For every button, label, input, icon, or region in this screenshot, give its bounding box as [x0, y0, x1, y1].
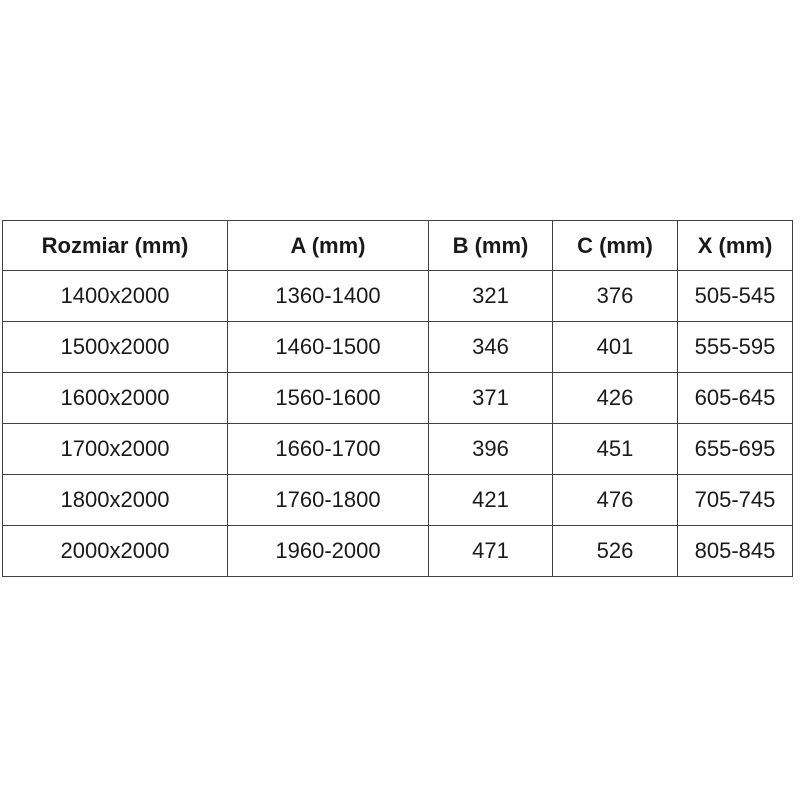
- table-row: [3, 475, 793, 526]
- table-cell: 346: [429, 322, 553, 373]
- table-cell: 476: [553, 475, 678, 526]
- table-cell: 655-695: [678, 424, 793, 475]
- table-cell: 1700x2000: [3, 424, 228, 475]
- table-row: [3, 271, 793, 322]
- table-cell: 451: [553, 424, 678, 475]
- table-cell: 1460-1500: [228, 322, 429, 373]
- table-cell: 1800x2000: [3, 475, 228, 526]
- table-cell: 376: [553, 271, 678, 322]
- table-cell: 1560-1600: [228, 373, 429, 424]
- size-spec-table: [2, 220, 793, 577]
- table-cell: 1600x2000: [3, 373, 228, 424]
- table-body: [3, 271, 793, 577]
- column-header: Rozmiar (mm): [3, 221, 228, 271]
- table-cell: 605-645: [678, 373, 793, 424]
- header-row: [3, 221, 793, 271]
- table-cell: 371: [429, 373, 553, 424]
- table-cell: 426: [553, 373, 678, 424]
- table-cell: 705-745: [678, 475, 793, 526]
- table-cell: 1760-1800: [228, 475, 429, 526]
- table-cell: 471: [429, 526, 553, 577]
- table-cell: 805-845: [678, 526, 793, 577]
- table-cell: 1960-2000: [228, 526, 429, 577]
- table-cell: 396: [429, 424, 553, 475]
- table-cell: 321: [429, 271, 553, 322]
- table-cell: 1400x2000: [3, 271, 228, 322]
- table-cell: 555-595: [678, 322, 793, 373]
- table-row: [3, 424, 793, 475]
- column-header: B (mm): [429, 221, 553, 271]
- table-cell: 1660-1700: [228, 424, 429, 475]
- table-cell: 1500x2000: [3, 322, 228, 373]
- table-row: [3, 526, 793, 577]
- column-header: X (mm): [678, 221, 793, 271]
- column-header: C (mm): [553, 221, 678, 271]
- table-cell: 421: [429, 475, 553, 526]
- table-row: [3, 373, 793, 424]
- table-cell: 1360-1400: [228, 271, 429, 322]
- table-row: [3, 322, 793, 373]
- table-cell: 526: [553, 526, 678, 577]
- column-header: A (mm): [228, 221, 429, 271]
- table-cell: 2000x2000: [3, 526, 228, 577]
- table-cell: 505-545: [678, 271, 793, 322]
- table-cell: 401: [553, 322, 678, 373]
